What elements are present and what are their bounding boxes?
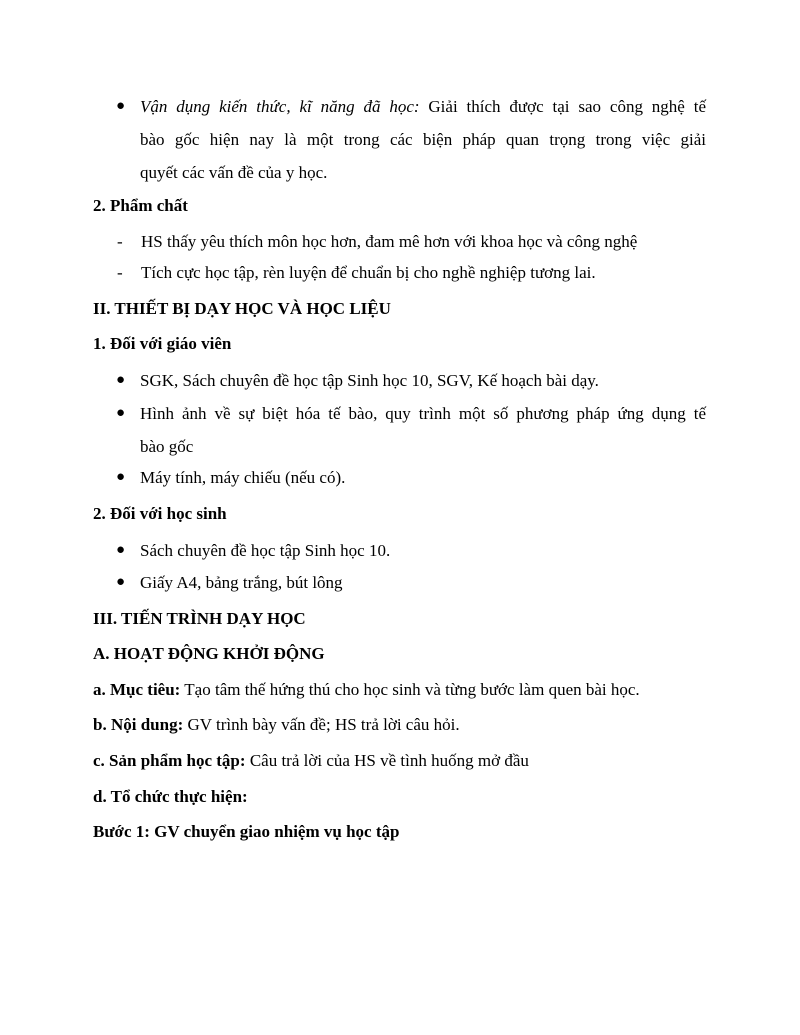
noi-dung-line xyxy=(93,708,707,741)
section-heading-tien-trinh: III. TIẾN TRÌNH DẠY HỌC xyxy=(93,609,306,628)
san-pham-line xyxy=(93,744,707,777)
dash-marker: - xyxy=(117,263,123,282)
bullet-dot: ● xyxy=(116,542,126,558)
muc-tieu-label: a. Mục tiêu: xyxy=(93,680,181,699)
student-item-1: Sách chuyên đề học tập Sinh học 10. xyxy=(140,541,391,560)
activity-heading: A. HOẠT ĐỘNG KHỞI ĐỘNG xyxy=(93,644,325,663)
muc-tieu-text: Tạo tâm thế hứng thú cho học sinh và từng bước làm quen bài học. xyxy=(180,680,640,699)
subheading-teacher: 1. Đối với giáo viên xyxy=(93,334,232,353)
teacher-item-1: SGK, Sách chuyên đề học tập Sinh học 10, SGV, Kế hoạch bài dạy. xyxy=(140,371,599,390)
pham-chat-item-2: Tích cực học tập, rèn luyện để chuẩn bị cho nghề nghiệp tương lai. xyxy=(141,263,596,282)
section-heading-pham-chat: 2. Phẩm chất xyxy=(93,196,188,215)
to-chuc-heading: d. Tổ chức thực hiện: xyxy=(93,787,248,806)
student-item-2: Giấy A4, bảng trắng, bút lông xyxy=(140,573,343,592)
pham-chat-item-1: HS thấy yêu thích môn học hơn, đam mê hơn với khoa học và công nghệ xyxy=(141,232,638,251)
knowledge-bullet-line-1 xyxy=(140,90,706,123)
buoc-1-heading: Bước 1: GV chuyển giao nhiệm vụ học tập xyxy=(93,822,400,841)
knowledge-bullet-line-3: quyết các vấn đề của y học. xyxy=(140,163,328,182)
san-pham-label: c. Sản phẩm học tập: xyxy=(93,751,246,770)
teacher-item-3: Máy tính, máy chiếu (nếu có). xyxy=(140,468,346,487)
subheading-student: 2. Đối với học sinh xyxy=(93,504,227,523)
teacher-item-2-line-1: Hình ảnh về sự biệt hóa tế bào, quy trình một số phương pháp ứng dụng tế xyxy=(140,404,706,423)
san-pham-text: Câu trả lời của HS về tình huống mở đầu xyxy=(245,751,529,770)
noi-dung-text: GV trình bày vấn đề; HS trả lời câu hỏi. xyxy=(183,715,460,734)
section-heading-thiet-bi: II. THIẾT BỊ DẠY HỌC VÀ HỌC LIỆU xyxy=(93,299,391,318)
bullet-dot: ● xyxy=(116,98,126,114)
dash-marker: - xyxy=(117,232,123,251)
teacher-item-2-line-2: bào gốc xyxy=(140,437,194,456)
muc-tieu-line xyxy=(93,673,707,706)
bullet-dot: ● xyxy=(116,405,126,421)
knowledge-bullet-label: Vận dụng kiến thức, kĩ năng đã học: xyxy=(140,97,420,116)
noi-dung-label: b. Nội dung: xyxy=(93,715,184,734)
bullet-dot: ● xyxy=(116,574,126,590)
knowledge-bullet-line-2: bào gốc hiện nay là một trong các biện pháp quan trọng trong việc giải xyxy=(140,130,706,149)
bullet-dot: ● xyxy=(116,372,126,388)
knowledge-application-bullet xyxy=(140,90,706,189)
teacher-item-2 xyxy=(140,397,706,463)
knowledge-bullet-text-1: Giải thích được tại sao công nghệ tế xyxy=(419,97,706,116)
bullet-dot: ● xyxy=(116,469,126,485)
